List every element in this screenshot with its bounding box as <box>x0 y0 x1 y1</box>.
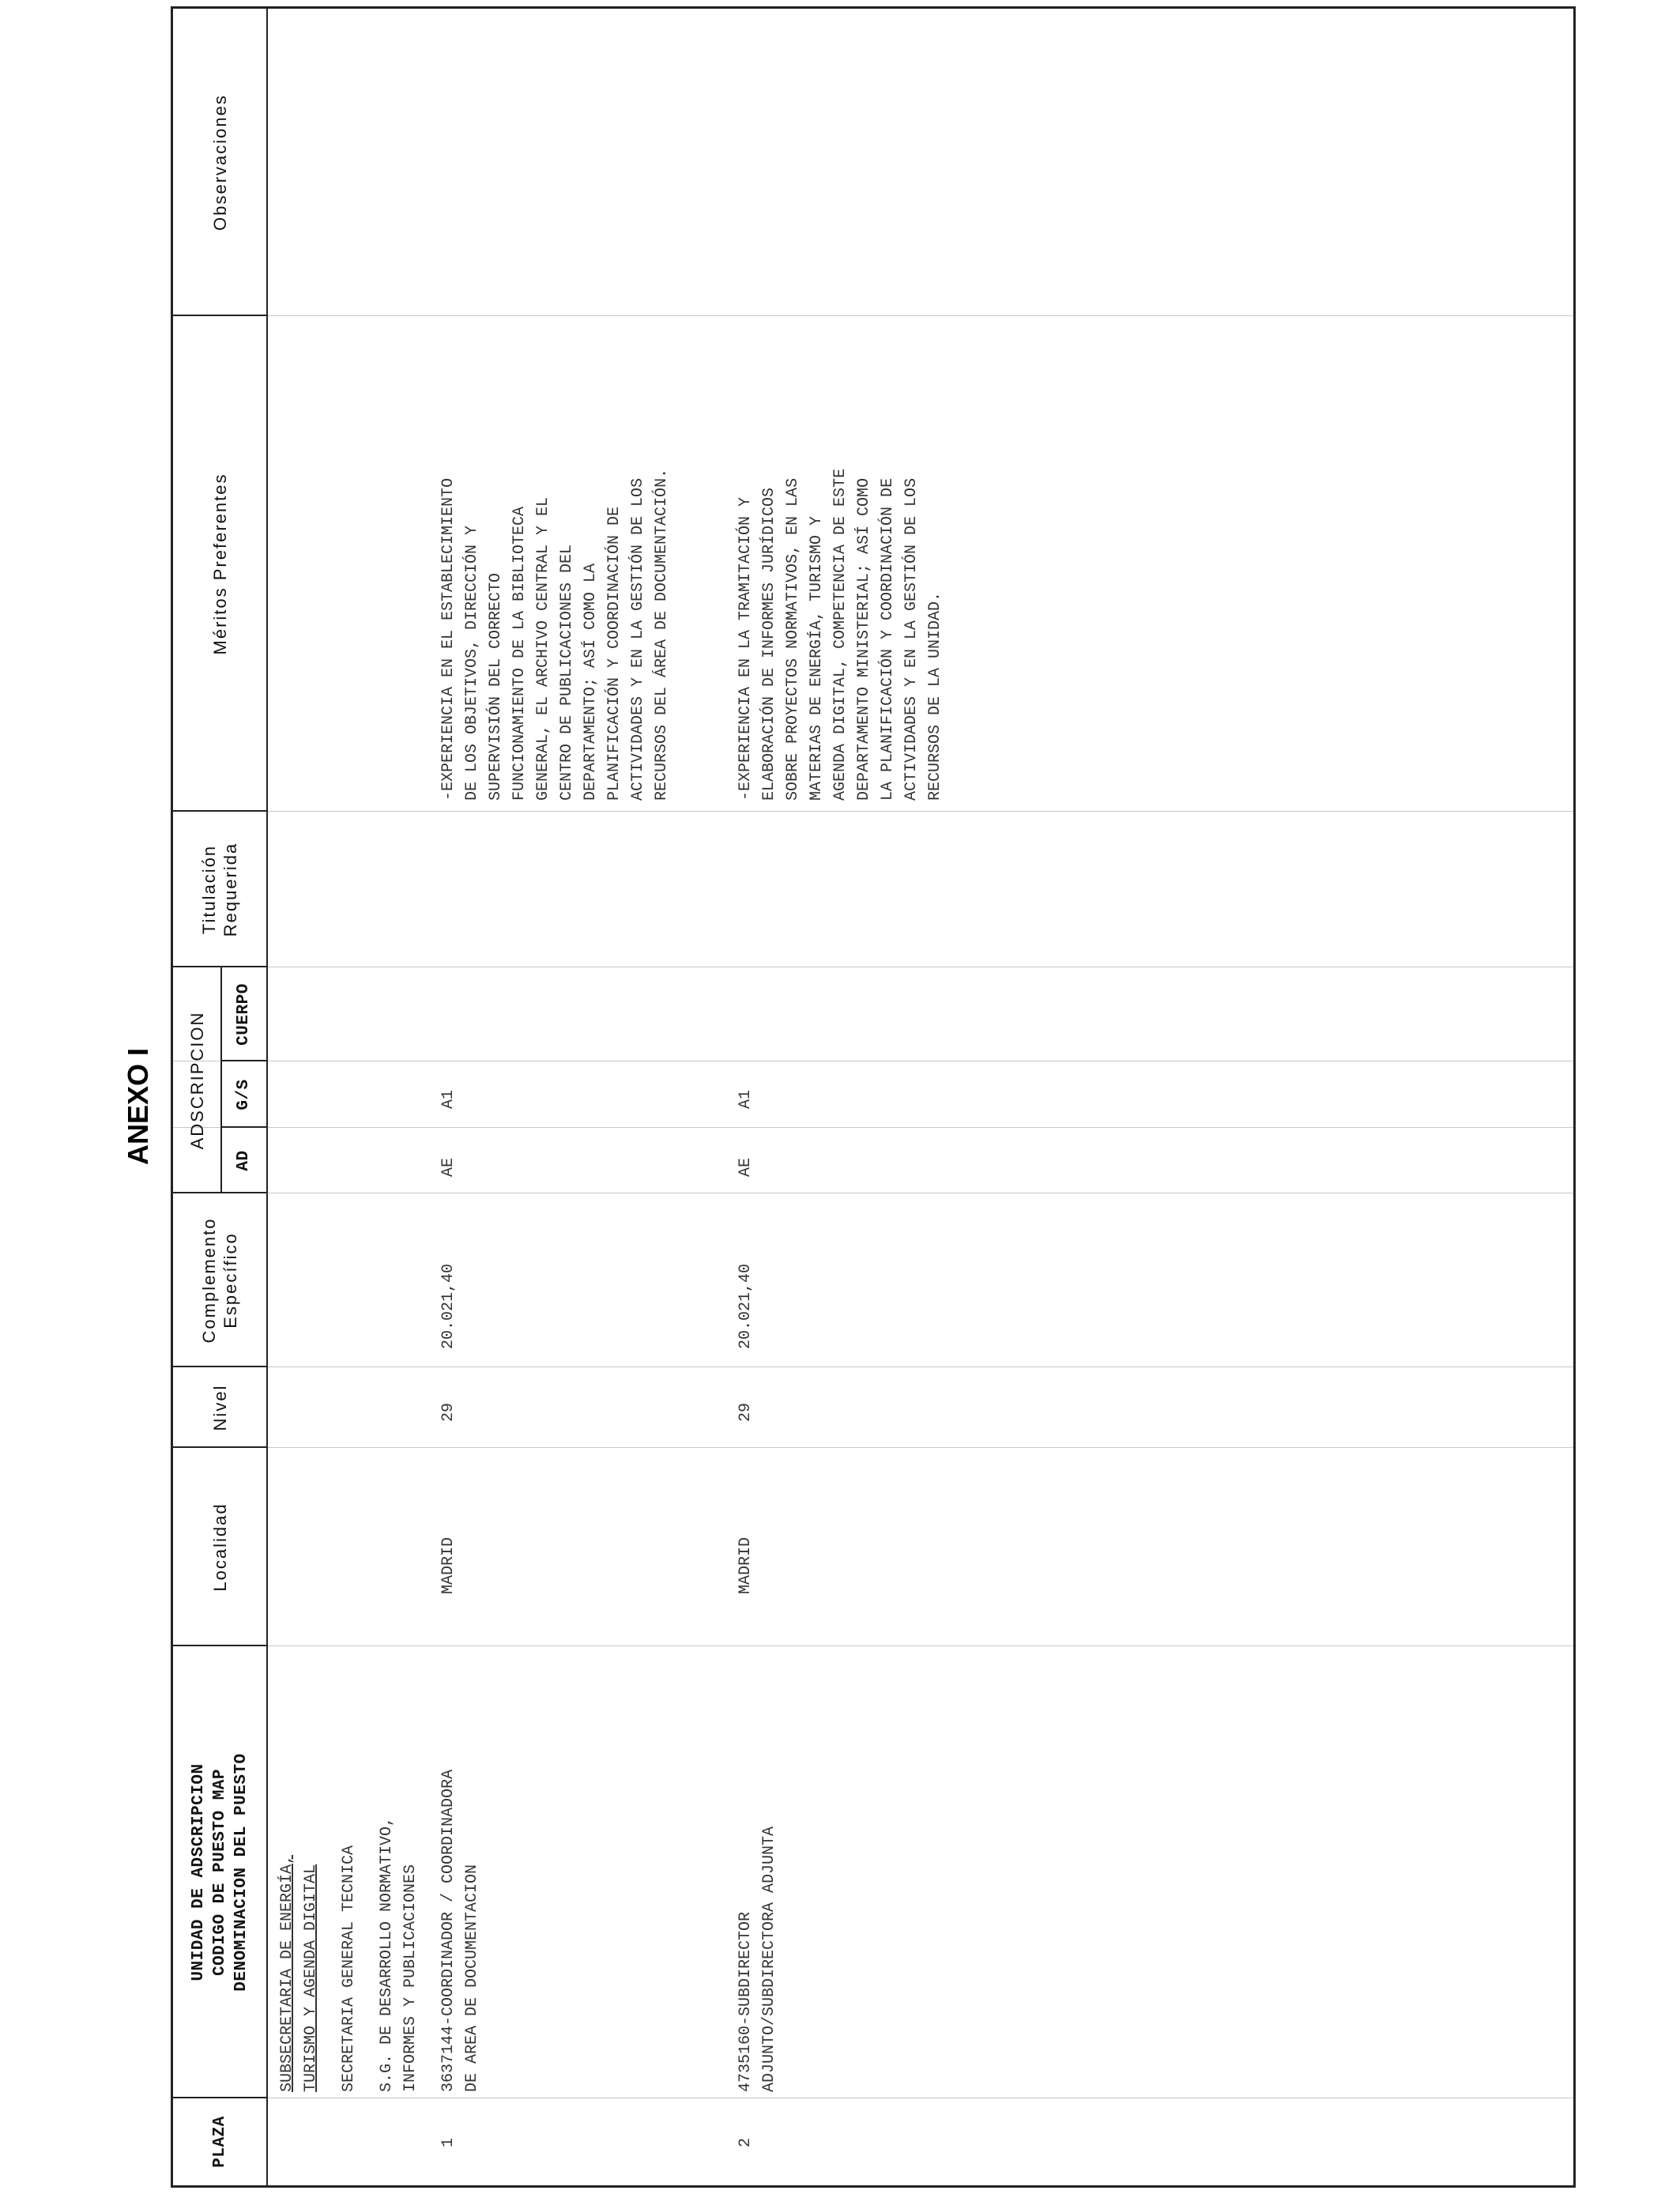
plaza-number: 2 <box>736 2137 755 2147</box>
meritos-line: RECURSOS DE LA UNIDAD. <box>926 591 944 801</box>
meritos-line: AGENDA DIGITAL, COMPETENCIA DE ESTE <box>831 468 849 801</box>
header-adscripcion: ADSCRIPCION <box>186 1011 207 1150</box>
complemento-value: 20.021,40 <box>439 1263 458 1349</box>
header-gs: G/S <box>234 1079 253 1110</box>
anexo-table <box>171 6 1576 2188</box>
header-unidad-line1: UNIDAD DE ADSCRIPCION <box>189 1763 208 1981</box>
column-divider <box>173 1447 1573 1448</box>
meritos-line: DEPARTAMENTO; ASÍ COMO LA <box>582 563 600 801</box>
meritos-line: LA PLANIFICACIÓN Y COORDINACIÓN DE <box>879 477 897 801</box>
meritos-line: MATERIAS DE ENERGÍA, TURISMO Y <box>808 515 826 801</box>
header-nivel: Nivel <box>209 1384 230 1431</box>
meritos-line: PLANIFICACIÓN Y COORDINACIÓN DE <box>605 506 623 801</box>
meritos-line: CENTRO DE PUBLICACIONES DEL <box>558 544 576 801</box>
meritos-line: RECURSOS DEL ÁREA DE DOCUMENTACIÓN. <box>653 468 671 801</box>
unit-subsecretaria-line2: TURISMO Y AGENDA DIGITAL <box>302 1864 320 2092</box>
header-divider <box>266 9 268 2185</box>
nivel-value: 29 <box>439 1402 458 1422</box>
gs-value: A1 <box>736 1089 755 1109</box>
unit-sg-line2: INFORMES Y PUBLICACIONES <box>401 1864 420 2092</box>
header-complemento-line1: Complemento <box>199 1217 219 1344</box>
meritos-line: GENERAL, EL ARCHIVO CENTRAL Y EL <box>534 496 552 801</box>
page-title: ANEXO I <box>122 1047 154 1166</box>
meritos-line: FUNCIONAMIENTO DE LA BIBLIOTECA <box>510 506 529 801</box>
ad-value: AE <box>736 1157 755 1177</box>
header-meritos: Méritos Preferentes <box>209 473 230 655</box>
column-divider <box>173 1127 1573 1128</box>
meritos-line: ACTIVIDADES Y EN LA GESTIÓN DE LOS <box>629 477 647 801</box>
header-complemento <box>173 1193 266 1367</box>
meritos-line: -EXPERIENCIA EN LA TRAMITACIÓN Y <box>736 496 755 801</box>
meritos-line: -EXPERIENCIA EN EL ESTABLECIMIENTO <box>439 477 458 801</box>
unit-secretaria: SECRETARIA GENERAL TECNICA <box>340 1845 358 2092</box>
header-ad: AD <box>234 1150 253 1171</box>
header-titulacion-line2: Requerida <box>220 842 240 937</box>
denominacion-line2: DE AREA DE DOCUMENTACION <box>463 1864 481 2092</box>
meritos-line: ELABORACIÓN DE INFORMES JURÍDICOS <box>760 487 778 801</box>
complemento-value: 20.021,40 <box>736 1263 755 1349</box>
header-localidad: Localidad <box>209 1502 230 1592</box>
header-unidad-line3: DENOMINACION DEL PUESTO <box>232 1753 250 1992</box>
plaza-number: 1 <box>439 2137 458 2147</box>
denominacion-line2: ADJUNTO/SUBDIRECTORA ADJUNTA <box>760 1826 778 2092</box>
header-titulacion-line1: Titulación <box>199 844 219 935</box>
header-cuerpo: CUERPO <box>234 983 253 1046</box>
header-unidad-line2: CODIGO DE PUESTO MAP <box>210 1768 229 1977</box>
meritos-line: SUPERVISIÓN DEL CORRECTO <box>487 572 505 801</box>
meritos-line: DEPARTAMENTO MINISTERIAL; ASÍ COMO <box>855 477 873 801</box>
meritos-line: ACTIVIDADES Y EN LA GESTIÓN DE LOS <box>902 477 921 801</box>
meritos-line: SOBRE PROYECTOS NORMATIVOS, EN LAS <box>784 477 802 801</box>
denominacion-line1: 3637144-COORDINADOR / COORDINADORA <box>439 1769 458 2092</box>
nivel-value: 29 <box>736 1402 755 1422</box>
meritos-line: DE LOS OBJETIVOS, DIRECCIÓN Y <box>463 525 481 801</box>
header-complemento-line2: Específico <box>220 1232 240 1329</box>
column-divider <box>173 811 1573 812</box>
column-divider <box>173 315 1573 316</box>
gs-value: A1 <box>439 1089 458 1109</box>
localidad-value: MADRID <box>736 1536 755 1594</box>
localidad-value: MADRID <box>439 1536 458 1594</box>
header-plaza: PLAZA <box>210 2116 229 2168</box>
unit-subsecretaria-line1: SUBSECRETARIA DE ENERGÍA, <box>278 1854 296 2092</box>
unit-sg-line1: S.G. DE DESARROLLO NORMATIVO, <box>378 1816 396 2092</box>
header-unidad <box>173 1646 266 2098</box>
header-observaciones: Observaciones <box>209 94 230 231</box>
denominacion-line1: 4735160-SUBDIRECTOR <box>736 1911 755 2092</box>
ad-value: AE <box>439 1157 458 1177</box>
header-titulacion <box>173 812 266 967</box>
